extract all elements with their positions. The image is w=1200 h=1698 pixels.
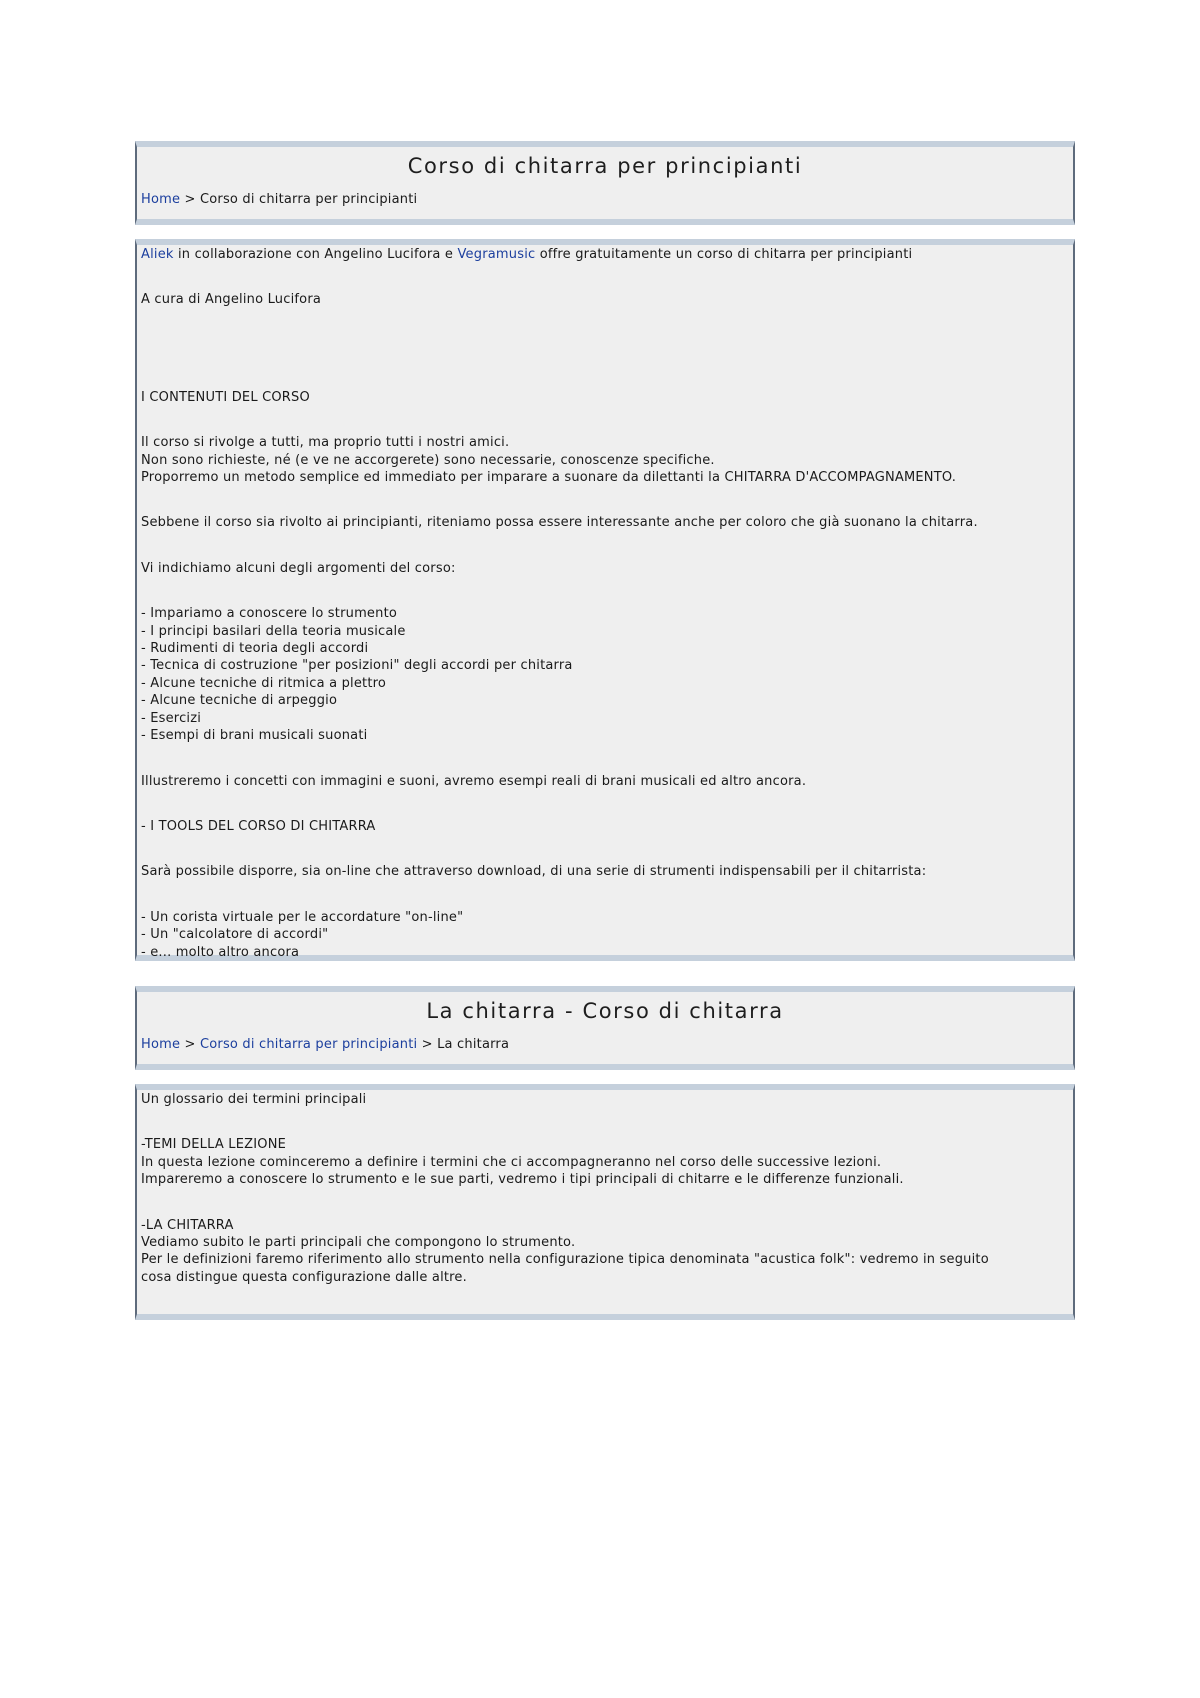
contents-heading: I CONTENUTI DEL CORSO <box>141 389 310 405</box>
breadcrumb-home-link[interactable]: Home <box>141 1037 181 1052</box>
breadcrumb-separator: > <box>180 192 200 207</box>
breadcrumb <box>141 192 1069 207</box>
course-body <box>141 245 1069 961</box>
spacer <box>141 1189 1069 1217</box>
course-header <box>135 141 1075 225</box>
chitarra-line: Per le definizioni faremo riferimento allo strumento nella configurazione tipica denominata "acustica folk": vedremo in seguito <box>141 1252 989 1268</box>
breadcrumb-course-link[interactable]: Corso di chitarra per principianti <box>199 1037 418 1052</box>
tools-heading: - I TOOLS DEL CORSO DI CHITARRA <box>141 818 376 834</box>
intro-text-mid: in collaborazione con Angelino Lucifora e <box>173 247 458 262</box>
spacer <box>141 406 1069 434</box>
spacer <box>141 745 1069 773</box>
spacer <box>141 1108 1069 1136</box>
course-content <box>135 239 1075 961</box>
para1-line: Proporremo un metodo semplice ed immediato per imparare a suonare da dilettanti la CHITARRA D'ACCOMPAGNAMENTO. <box>141 470 957 486</box>
lesson-title: La chitarra - Corso di chitarra <box>426 999 784 1023</box>
topic-item: - Esercizi <box>141 710 202 726</box>
spacer <box>141 881 1069 909</box>
breadcrumb <box>141 1037 1069 1052</box>
glossary-intro: Un glossario dei termini principali <box>141 1092 367 1107</box>
breadcrumb-home-link[interactable]: Home <box>141 192 181 207</box>
spacer <box>141 577 1069 605</box>
spacer <box>141 486 1069 514</box>
lesson-content <box>135 1084 1075 1320</box>
para1-line: Il corso si rivolge a tutti, ma proprio tutti i nostri amici. <box>141 435 510 451</box>
tool-item: - e... molto altro ancora <box>141 944 300 960</box>
intro-text-end: offre gratuitamente un corso di chitarra per principianti <box>535 247 913 262</box>
topic-item: - Impariamo a conoscere lo strumento <box>141 606 398 622</box>
lesson-body <box>141 1090 1069 1286</box>
aliek-link[interactable]: Aliek <box>141 247 174 262</box>
breadcrumb-separator: > <box>180 1037 200 1052</box>
temi-line: Impareremo a conoscere lo strumento e le sue parti, vedremo i tipi principali di chitarre e le differenze funzionali. <box>141 1172 904 1188</box>
para5: Sarà possibile disporre, sia on-line che attraverso download, di una serie di strumenti indispensabili per il chitarrista: <box>141 864 927 880</box>
topic-item: - Esempi di brani musicali suonati <box>141 728 368 744</box>
para3: Vi indichiamo alcuni degli argomenti del corso: <box>141 560 456 576</box>
breadcrumb-current: Corso di chitarra per principianti <box>199 192 418 207</box>
spacer <box>141 532 1069 560</box>
tool-item: - Un "calcolatore di accordi" <box>141 927 329 943</box>
page-title: Corso di chitarra per principianti <box>407 154 803 178</box>
vegramusic-link[interactable]: Vegramusic <box>457 247 536 262</box>
topic-item: - Rudimenti di teoria degli accordi <box>141 641 369 657</box>
temi-line: In questa lezione cominceremo a definire i termini che ci accompagneranno nel corso delle successive lezioni. <box>141 1154 882 1170</box>
topic-item: - Tecnica di costruzione "per posizioni" degli accordi per chitarra <box>141 658 573 674</box>
para1-line: Non sono richieste, né (e ve ne accorgerete) sono necessarie, conoscenze specifiche. <box>141 452 715 468</box>
chitarra-line: cosa distingue questa configurazione dalle altre. <box>141 1269 467 1285</box>
tool-item: - Un corista virtuale per le accordature "on-line" <box>141 909 464 925</box>
chitarra-line: Vediamo subito le parti principali che compongono lo strumento. <box>141 1235 576 1251</box>
spacer <box>141 309 1069 389</box>
spacer <box>141 835 1069 863</box>
author-line: A cura di Angelino Lucifora <box>141 292 322 308</box>
spacer <box>141 790 1069 818</box>
breadcrumb-current: La chitarra <box>437 1037 510 1052</box>
topic-item: - Alcune tecniche di ritmica a plettro <box>141 675 387 691</box>
breadcrumb-separator: > <box>417 1037 438 1052</box>
intro-line <box>141 246 1069 263</box>
topic-item: - Alcune tecniche di arpeggio <box>141 693 338 709</box>
lesson-header <box>135 986 1075 1070</box>
para2: Sebbene il corso sia rivolto ai principianti, riteniamo possa essere interessante anche per coloro che già suonano la chitarra. <box>141 515 978 531</box>
spacer <box>141 263 1069 291</box>
chitarra-heading: -LA CHITARRA <box>141 1217 234 1233</box>
para4: Illustreremo i concetti con immagini e suoni, avremo esempi reali di brani musicali ed altro ancora. <box>141 773 807 789</box>
temi-heading: -TEMI DELLA LEZIONE <box>141 1137 287 1153</box>
topic-item: - I principi basilari della teoria musicale <box>141 623 406 639</box>
